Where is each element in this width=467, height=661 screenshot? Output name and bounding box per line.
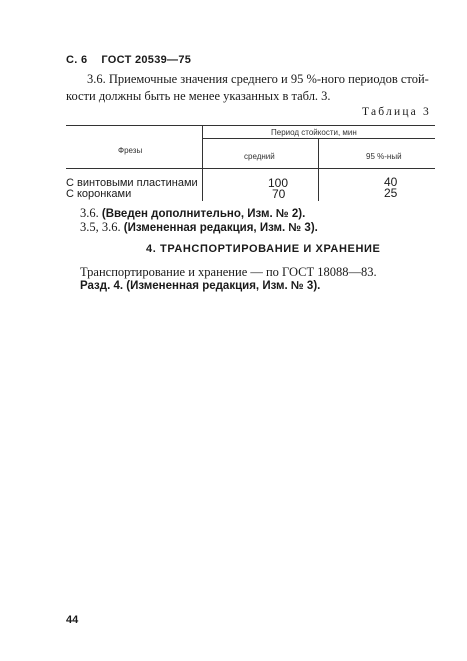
clause-3-6-line2: кости должны быть не менее указанных в табл. 3. [66, 89, 331, 103]
note-1-number: 3.6. [80, 206, 99, 220]
note-1-text: (Введен дополнительно, Изм. № 2). [101, 208, 306, 220]
row-2-average: 70 [272, 187, 286, 201]
header-period: Период стойкости, мин [271, 128, 357, 137]
header-mill: Фрезы [118, 146, 143, 155]
table-caption: Таблица 3 [362, 106, 431, 118]
section-4-title: 4. ТРАНСПОРТИРОВАНИЕ И ХРАНЕНИЕ [146, 243, 381, 255]
table-top-border [66, 125, 435, 126]
row-2-95: 25 [384, 186, 398, 200]
table-header-bottom-border [66, 168, 435, 169]
header-average: средний [244, 152, 275, 161]
page-number: 44 [66, 614, 79, 626]
header-95: 95 %-ный [366, 152, 402, 161]
row-1-mill: С винтовыми пластинами [66, 177, 198, 189]
note-2-text: (Измененная редакция, Изм. № 3). [123, 222, 318, 234]
note-2 [80, 220, 318, 235]
page-header [66, 54, 191, 66]
note-1 [80, 206, 305, 221]
section-4-body: Транспортирование и хранение — по ГОСТ 18088—83. [80, 265, 377, 279]
page-ref: С. 6 [66, 54, 88, 66]
note-2-number: 3.5, 3.6. [80, 220, 121, 234]
row-2-mill: С коронками [66, 188, 132, 200]
row-1-95: 40 [384, 175, 398, 189]
clause-3-6-line1: 3.6. Приемочные значения среднего и 95 %-ного периодов стой- [87, 72, 429, 86]
section-4-amendment: Разд. 4. (Измененная редакция, Изм. № 3). [80, 280, 321, 292]
table-col-divider [202, 125, 203, 201]
table-subcol-divider [318, 138, 319, 201]
standard-number: ГОСТ 20539—75 [101, 54, 192, 66]
row-1-average: 100 [268, 176, 289, 190]
